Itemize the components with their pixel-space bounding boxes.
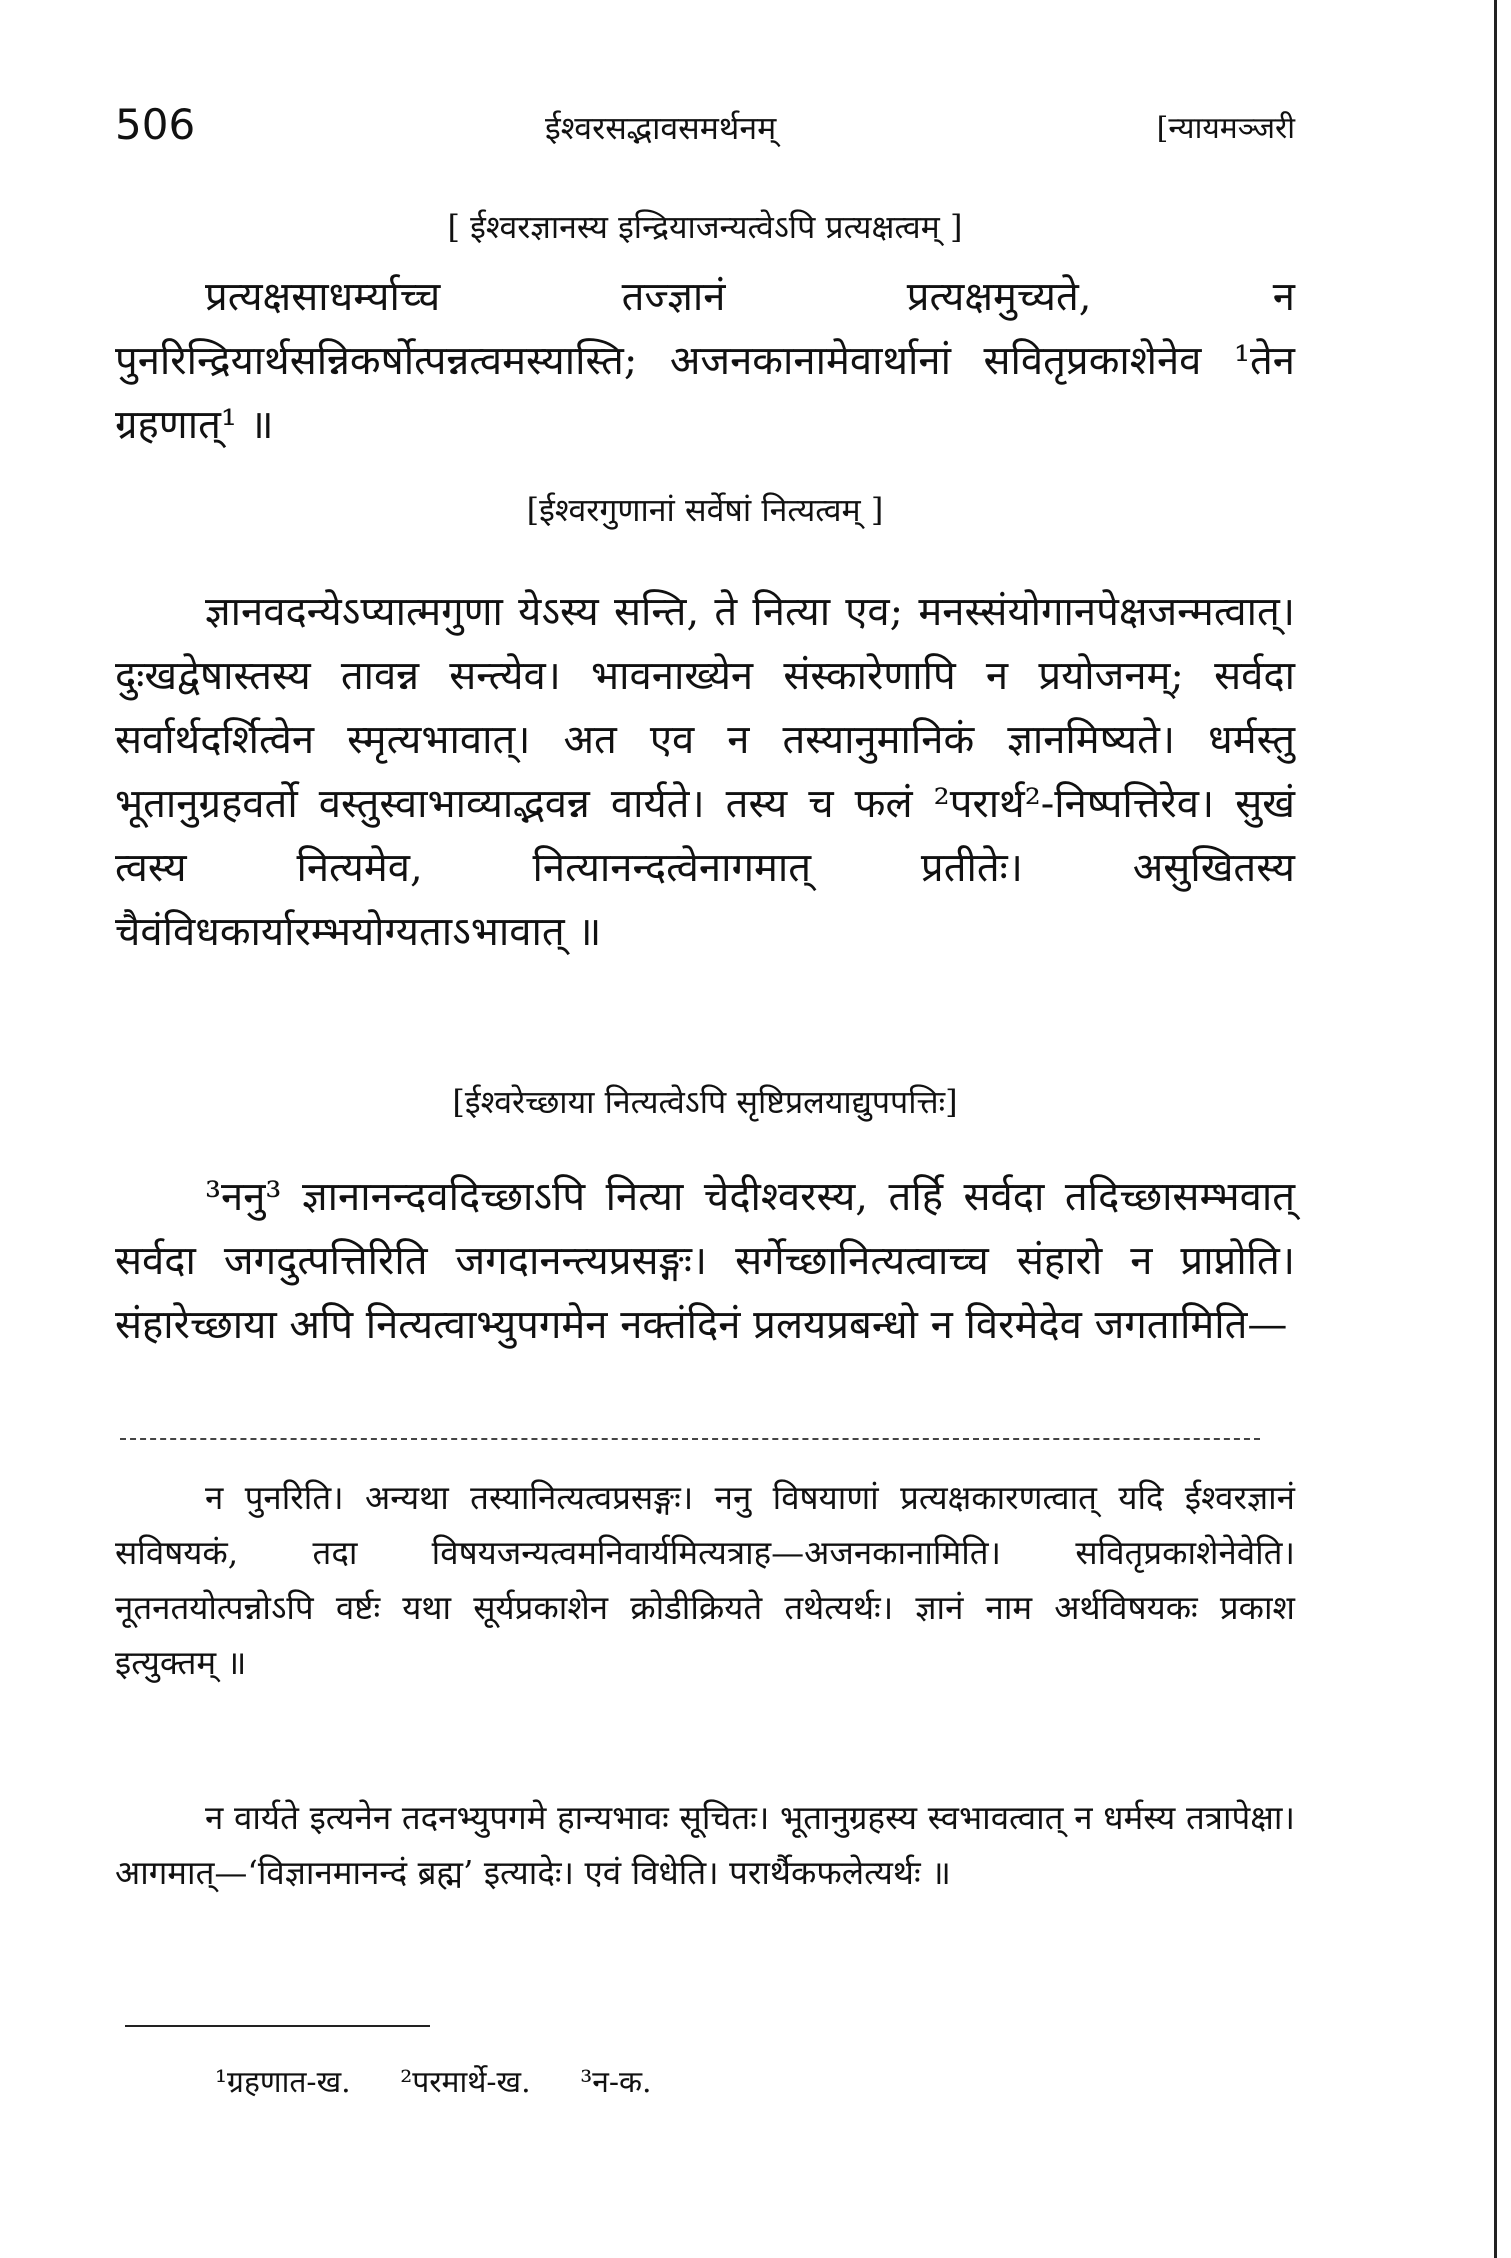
running-title: ईश्वरसद्भावसमर्थनम् [545,109,777,147]
commentary-paragraph-2: न वार्यते इत्यनेन तदनभ्युपगमे हान्यभावः सूचितः। भूतानुग्रहस्य स्वभावत्वात् न धर्मस्य तत्रापेक्षा। आगमात्—‘विज्ञानमानन्दं ब्रह्म’ इत्यादेः। एवं विधेति। परार्थैकफलेत्यर्थः ॥ [115,1798,1295,1892]
section-text-1: प्रत्यक्षसाधर्म्याच्च तज्ज्ञानं प्रत्यक्षमुच्यते, न पुनरिन्द्रियार्थसन्निकर्षोत्पन्नत्वमस्यास्ति; अजनकानामेवार्थानां सवितृप्रकाशेनेव ¹तेन ग्रहणात्¹ ॥ [115,274,1295,448]
footnote-1: ¹ग्रहणात-ख. [215,2065,351,2100]
page-number: 506 [115,100,196,149]
commentary-paragraph-1: न पुनरिति। अन्यथा तस्यानित्यत्वप्रसङ्गः। ननु विषयाणां प्रत्यक्षकारणत्वात् यदि ईश्वरज्ञानं सविषयकं, तदा विषयजन्यत्वमनिवार्यमित्यत्राह—अजनकानामिति। सवितृप्रकाशेनेवेति। नूतनतयोत्पन्नोऽपि वर्ष्टः यथा सूर्यप्रकाशेन क्रोडीक्रियते तथेत्यर्थः। ज्ञानं नाम अर्थविषयकः प्रकाश इत्युक्तम् ॥ [115,1478,1295,1682]
section-heading-1: [ ईश्वरज्ञानस्य इन्द्रियाजन्यत्वेऽपि प्रत्यक्षत्वम् ] [447,208,963,246]
section-text-2: ज्ञानवदन्येऽप्यात्मगुणा येऽस्य सन्ति, ते नित्या एव; मनस्संयोगानपेक्षजन्मत्वात्। दुःखद्वेषास्तस्य तावन्न सन्त्येव। भावनाख्येन संस्कारेणापि न प्रयोजनम्; सर्वदा सर्वार्थदर्शित्वेन स्मृत्यभावात्। अत एव न तस्यानुमानिकं ज्ञानमिष्यते। धर्मस्तु भूतानुग्रहवर्तो वस्तुस्वाभाव्याद्भवन्न वार्यते। तस्य च फलं ²परार्थ²-निष्पत्तिरेव। सुखं त्वस्य नित्यमेव, नित्यानन्दत्वेनागमात् प्रतीतेः। असुखितस्य चैवंविधकार्यारम्भयोग्यताऽभावात् ॥ [115,589,1295,955]
commentary-divider [120,1438,1260,1440]
page-header [115,100,1295,160]
footnote-rule [125,2025,430,2027]
book-title: [न्यायमञ्जरी [1156,111,1295,146]
section-text-3: ³ननु³ ज्ञानानन्दवदिच्छाऽपि नित्या चेदीश्वरस्य, तर्हि सर्वदा तदिच्छासम्भवात् सर्वदा जगदुत्पत्तिरिति जगदानन्त्यप्रसङ्गः। सर्गेच्छानित्यत्वाच्च संहारो न प्राप्नोति। संहारेच्छाया अपि नित्यत्वाभ्युपगमेन नक्तंदिनं प्रलयप्रबन्धो न विरमेदेव जगतामिति— [115,1174,1295,1348]
section-heading-3: [ईश्वरेच्छाया नित्यत्वेऽपि सृष्टिप्रलयाद्युपपत्तिः] [452,1083,958,1121]
footnote-3: ³न-क. [580,2065,652,2100]
section-heading-2: [ईश्वरगुणानां सर्वेषां नित्यत्वम् ] [526,491,884,529]
binding-edge-line [1494,0,1497,2258]
footnote-2: ²परमार्थे-ख. [400,2065,531,2100]
footnotes [215,2060,692,2101]
